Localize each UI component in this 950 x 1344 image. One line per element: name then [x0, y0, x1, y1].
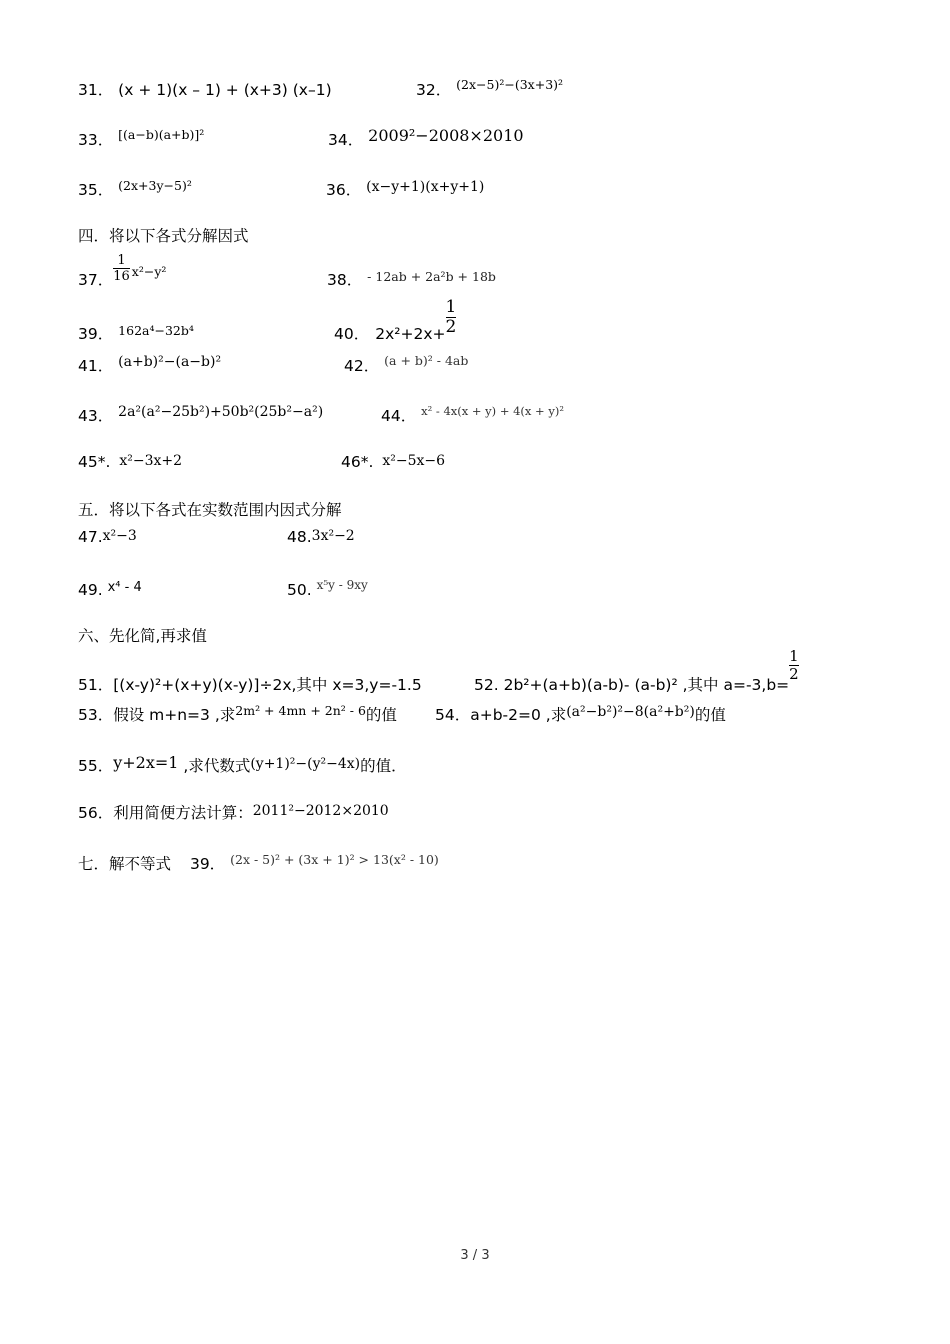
- problem-number: 32．: [416, 81, 452, 99]
- problem-number: 44．: [381, 407, 417, 425]
- expression: x²−3x+2: [119, 453, 183, 469]
- problem-55: [78, 753, 407, 777]
- expression: (a+b)²−(a−b)²: [118, 354, 222, 370]
- expression: 2011²−2012×2010: [252, 803, 389, 819]
- problem-40: [334, 298, 456, 346]
- problem-37: [78, 253, 167, 292]
- problem-inequality: [78, 854, 439, 875]
- expression: 3x²−2: [311, 528, 355, 544]
- problem-35: [78, 180, 192, 201]
- problem-number: 45*.: [78, 453, 111, 471]
- problem-number: 47.: [78, 528, 103, 546]
- page-number: 3 / 3: [460, 1248, 490, 1263]
- section-heading-seven: 七．解不等式: [78, 855, 172, 873]
- problem-42: [344, 353, 469, 377]
- problem-46: [341, 452, 445, 473]
- expression: 162a⁴−32b⁴: [118, 323, 194, 338]
- problem-38: [327, 270, 496, 291]
- problem-54: [435, 705, 726, 726]
- expression: x²−3: [102, 528, 137, 544]
- problem-number: 38．: [327, 271, 363, 289]
- problem-number: 31．: [78, 81, 114, 99]
- problem-number: 34．: [328, 131, 364, 149]
- problem-33: [78, 127, 205, 151]
- problem-53: [78, 705, 397, 726]
- expression: x² - 4x(x + y) + 4(x + y)²: [421, 404, 564, 418]
- problem-51: 51．[(x-y)²+(x+y)(x-y)]÷2x,其中 x=3,y=-1.5: [78, 676, 422, 694]
- problem-50: [287, 580, 368, 601]
- expression: - 12ab + 2a²b + 18b: [367, 269, 496, 284]
- expression: (2x+3y−5)²: [118, 178, 192, 193]
- expression: (x−y+1)(x+y+1): [366, 179, 485, 195]
- problem-47: [78, 527, 137, 548]
- problem-text-tail: 的值．: [360, 757, 407, 775]
- problem-number: 46*.: [341, 453, 374, 471]
- expression: (2x - 5)² + (3x + 1)² > 13(x² - 10): [230, 852, 439, 867]
- problem-56: [78, 803, 389, 824]
- expression: (y+1)²−(y²−4x): [250, 756, 361, 772]
- expression: x²−y²: [131, 264, 167, 279]
- problem-number: 43．: [78, 407, 114, 425]
- section-heading-four: 四．将以下各式分解因式: [78, 227, 249, 245]
- problem-number: 42．: [344, 357, 380, 375]
- expression-condition: y+2x=1: [113, 753, 179, 772]
- expression: 2m² + 4mn + 2n² - 6: [235, 703, 366, 718]
- expression: [(a−b)(a+b)]²: [118, 127, 205, 142]
- expression: x⁵y - 9xy: [316, 578, 368, 592]
- expression: 2x²+2x+: [375, 325, 446, 343]
- problem-number: 55．: [78, 757, 114, 775]
- problem-number: 39．: [78, 325, 114, 343]
- problem-43: [78, 406, 323, 427]
- problem-number: 50.: [287, 581, 312, 599]
- problem-text: 52. 2b²+(a+b)(a-b)- (a-b)² ,其中 a=-3,b=: [474, 676, 790, 694]
- problem-52: [474, 648, 799, 696]
- problem-text: ,求代数式: [178, 757, 251, 775]
- problem-number: 49.: [78, 581, 103, 599]
- problem-36: [326, 180, 484, 201]
- problem-41: [78, 356, 221, 377]
- problem-number: 48.: [287, 528, 312, 546]
- expression: 2a²(a²−25b²)+50b²(25b²−a²): [118, 404, 324, 420]
- fraction: $\frac{1}{16}$: [113, 253, 130, 284]
- problem-number: 35．: [78, 181, 114, 199]
- problem-31: [78, 80, 332, 100]
- fraction: $\frac{1}{2}$: [445, 297, 457, 337]
- problem-number: 40．: [334, 325, 370, 343]
- expression: (a + b)² - 4ab: [384, 353, 469, 368]
- section-heading-five: 五．将以下各式在实数范围内因式分解: [78, 501, 342, 519]
- fraction: $\frac{1}{2}$: [789, 647, 799, 683]
- expression: x²−5x−6: [382, 453, 446, 469]
- problem-text-tail: 的值: [365, 706, 397, 724]
- problem-text: 53．假设 m+n=3 ,求: [78, 706, 236, 724]
- expression: (2x−5)²−(3x+3)²: [456, 77, 564, 92]
- problem-34: [328, 126, 524, 150]
- problem-number: 36．: [326, 181, 362, 199]
- problem-text: 56．利用简便方法计算：: [78, 804, 253, 822]
- problem-32: [416, 77, 564, 101]
- section-heading-six: 六、先化简,再求值: [78, 627, 207, 645]
- problem-44: [381, 406, 564, 427]
- problem-48: [287, 527, 355, 548]
- problem-45: [78, 452, 182, 473]
- problem-number: 41．: [78, 357, 114, 375]
- problem-number: 33．: [78, 131, 114, 149]
- problem-39: [78, 324, 194, 345]
- problem-49: [78, 580, 142, 602]
- expression: x⁴ - 4: [107, 580, 142, 595]
- problem-number: 39．: [189, 855, 226, 873]
- problem-number: 37．: [78, 271, 114, 289]
- expression: (x + 1)(x – 1) + (x+3) (x–1): [118, 81, 332, 99]
- problem-text: 54．a+b-2=0 ,求: [435, 706, 567, 724]
- expression: (a²−b²)²−8(a²+b²): [566, 704, 695, 720]
- expression: 2009²−2008×2010: [368, 126, 524, 145]
- problem-text-tail: 的值: [694, 706, 726, 724]
